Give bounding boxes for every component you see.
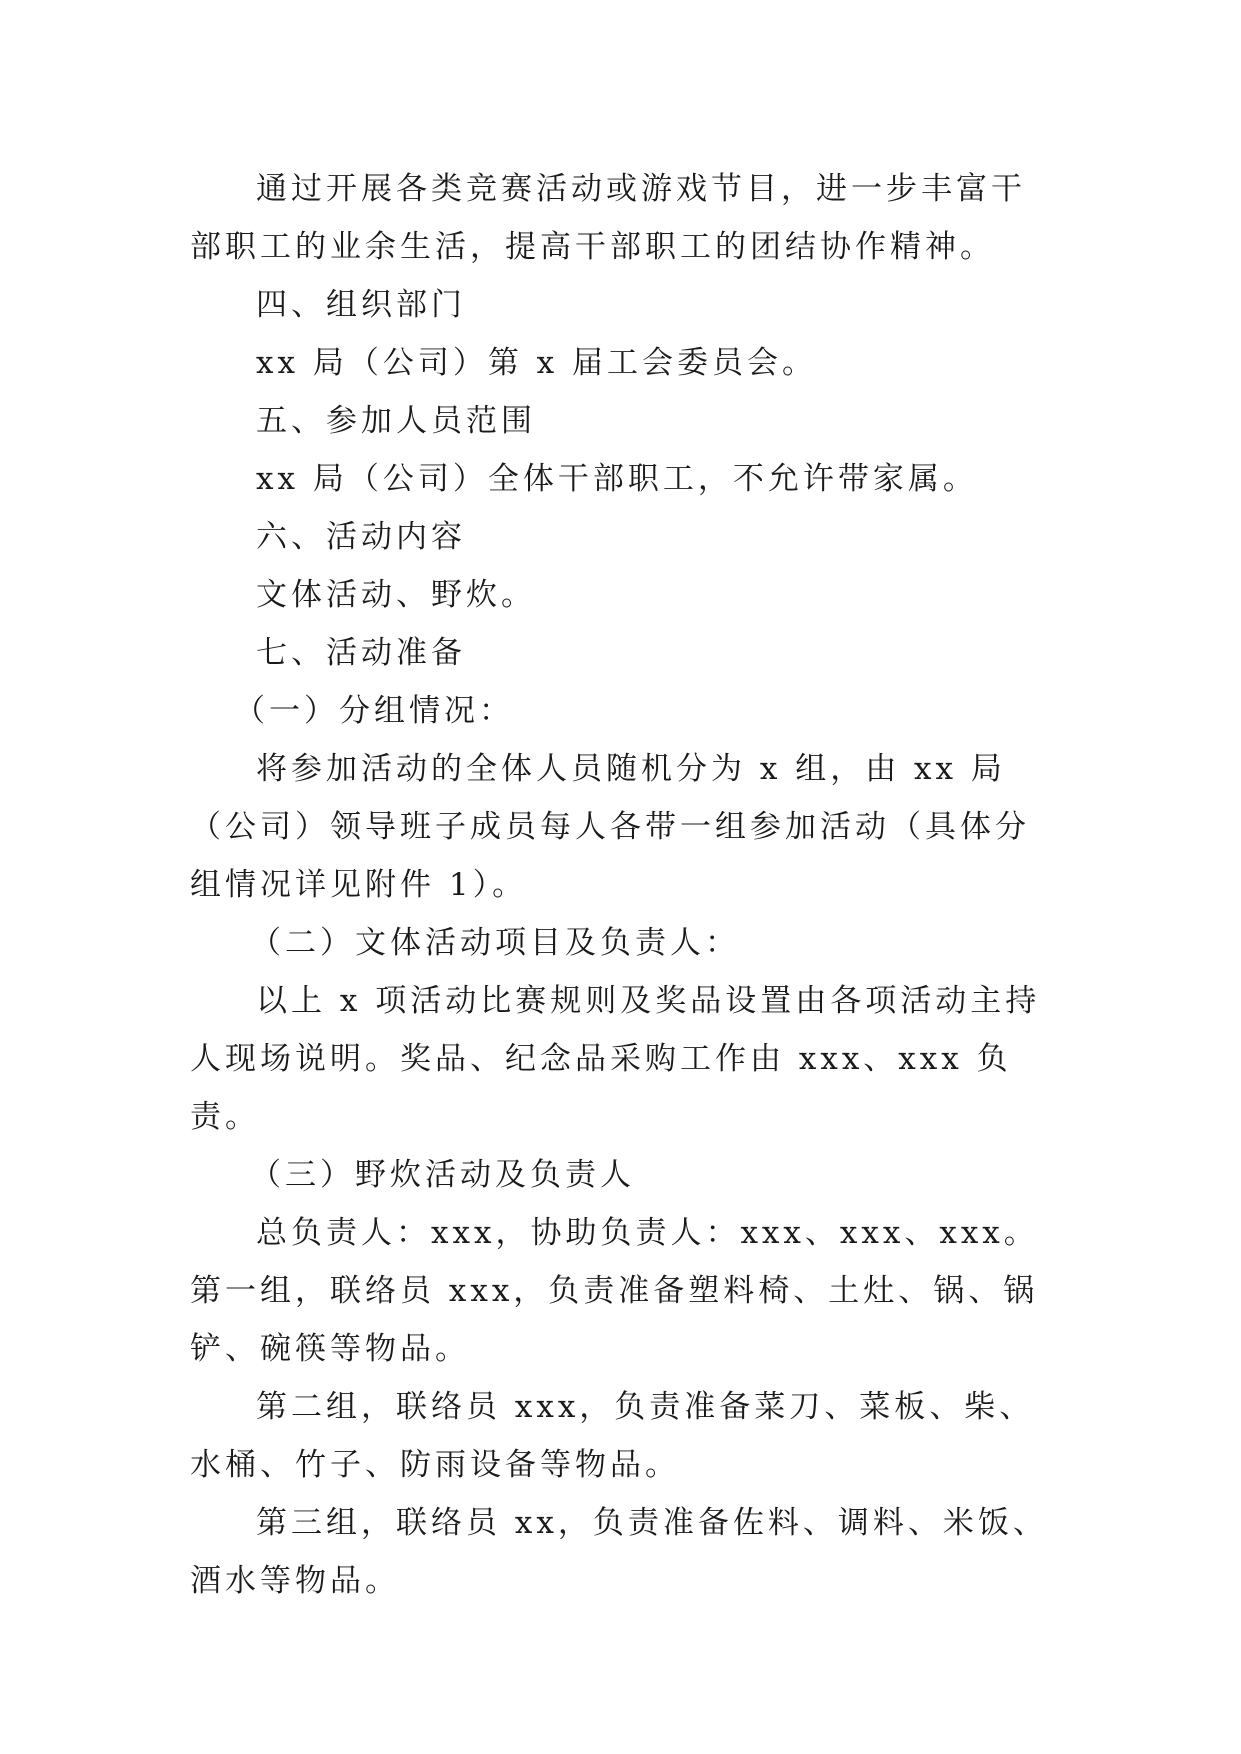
document-body: [190, 160, 1050, 1610]
paragraph-picnic-group-3: 第三组，联络员 xx，负责准备佐料、调料、米饭、酒水等物品。: [190, 1505, 1048, 1599]
paragraph-activities: 以上 x 项活动比赛规则及奖品设置由各项活动主持人现场说明。奖品、纪念品采购工作由 xxx、xxx 负责。: [190, 983, 1041, 1135]
paragraph-picnic-group-1: 总负责人：xxx，协助负责人：xxx、xxx、xxx。第一组，联络员 xxx，负责准备塑料椅、土灶、锅、锅铲、碗筷等物品。: [190, 1215, 1039, 1367]
heading-content: 六、活动内容: [256, 519, 466, 555]
paragraph-participants: xx 局（公司）全体干部职工，不允许带家属。: [256, 461, 978, 497]
subheading-picnic: （三）野炊活动及负责人: [250, 1157, 635, 1193]
paragraph-purpose: 通过开展各类竞赛活动或游戏节目，进一步丰富干部职工的业余生活，提高干部职工的团结协作精神。: [190, 171, 1026, 265]
paragraph-grouping: 将参加活动的全体人员随机分为 x 组，由 xx 局（公司）领导班子成员每人各带一组参加活动（具体分组情况详见附件 1）。: [190, 751, 1030, 903]
subheading-activities: （二）文体活动项目及负责人：: [250, 925, 740, 961]
heading-preparation: 七、活动准备: [256, 635, 466, 671]
heading-participants: 五、参加人员范围: [256, 403, 536, 439]
paragraph-organizer: xx 局（公司）第 x 届工会委员会。: [256, 345, 818, 381]
heading-organizer: 四、组织部门: [256, 287, 466, 323]
subheading-grouping: （一）分组情况：: [234, 693, 514, 729]
paragraph-picnic-group-2: 第二组，联络员 xxx，负责准备菜刀、菜板、柴、水桶、竹子、防雨设备等物品。: [190, 1389, 1035, 1483]
paragraph-content: 文体活动、野炊。: [256, 577, 536, 613]
